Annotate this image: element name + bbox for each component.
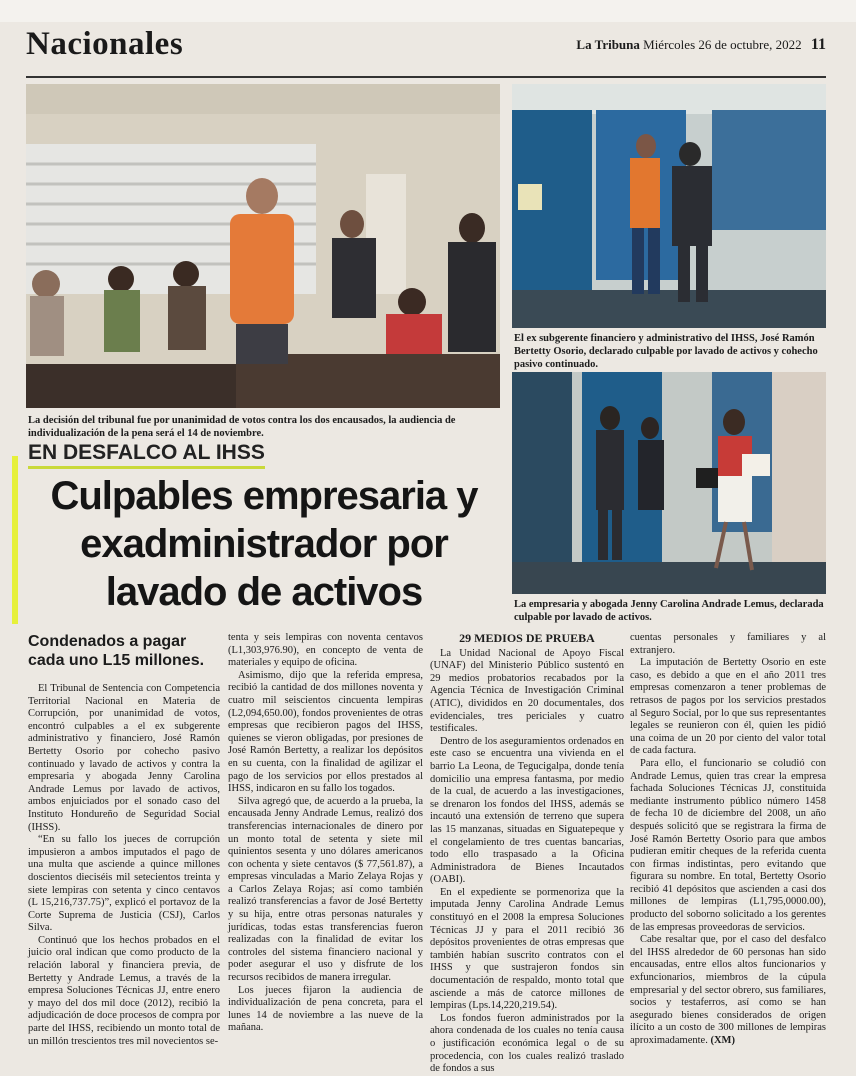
- paragraph-text: Cabe resaltar que, por el caso del desfalco del IHSS alrededor de 60 personas han sido encausadas, entre ellos altos funcionarios y exfuncionarios, miembros de la cúpula empresarial y del sector obrero, sus familiares, socios y testaferros, así como se han asegurado bienes considerados de origen ilícito a un costo de 300 millones de lempiras aproximadamente.: [630, 934, 826, 1046]
- article-column-4: [630, 632, 826, 1048]
- paragraph: La imputación de Bertetty Osorio en este caso, es debido a que en el año 2011 tres empresas comenzaron a tener problemas de retrasos de pagos por los servicios prestados al Seguro Social, por lo que sus representantes legales se reunieron con él, quien les pidió una coima de un 20 por ciento del valor total de cada factura.: [630, 657, 826, 757]
- paragraph: Los jueces fijaron la audiencia de individualización de pena concreta, para el lunes 14 de noviembre a las nueve de la mañana.: [228, 984, 423, 1034]
- caption-andrade: La empresaria y abogada Jenny Carolina Andrade Lemus, declarada culpable por lavado de activos.: [514, 599, 824, 623]
- paragraph: “En su fallo los jueces de corrupción impusieron a ambos imputados el pago de una multa que asciende a quince millones doscientos dieciséis mil setecientos treinta y siete lempiras con setenta y cinco centavos (L 15,216,737.75)”, explicó el portavoz de la Corte Suprema de Justicia (CSJ), Carlos Silva.: [28, 834, 220, 934]
- issue-date: Miércoles 26 de octubre, 2022: [643, 37, 802, 52]
- paragraph: Para ello, el funcionario se coludió con Andrade Lemus, quien tras crear la empresa fachada Soluciones Técnicas JJ, constituida mediante instrumento público número 1458 de fecha 10 de diciembre del 2008, un año después solicitó que se registrara la firma de José Ramón Bertetty Osorio para que ambos pudieran emitir cheques de la referida cuenta con firmas indistintas, pero evitando que figurara su nombre. En total, Bertetty Osorio recibió 41 depósitos que ascienden a casi dos millones de lempiras (L1,795,0000.00), producto del soborno solicitado a los gerentes de las empresas proveedoras de servicios.: [630, 757, 826, 933]
- caption-courtroom: La decisión del tribunal fue por unanimidad de votos contra los dos encausados, la audiencia de individualización de la pena será el 14 de noviembre.: [28, 415, 456, 439]
- previous-page-strip: [0, 0, 856, 22]
- courtroom-photo: [26, 84, 500, 408]
- page-number: 11: [810, 36, 826, 53]
- article-column-3: [430, 632, 624, 1076]
- paragraph: Continuó que los hechos probados en el juicio oral indican que como producto de la relación laboral y financiera previa, de Bertetty y Andrade Lemus, a través de la empresa Soluciones Técnicas JJ, entre enero y mayo del dos mil doce (2012), recibió la adjudicación de doce procesos de compra por parte del IHSS, recibiendo un monto total de un millón trescientos tres mil novecientos se-: [28, 934, 220, 1047]
- newspaper-name: La Tribuna: [576, 37, 640, 52]
- paragraph: tenta y seis lempiras con noventa centavos (L1,303,976.90), en concepto de venta de materiales y equipo de oficina.: [228, 632, 423, 669]
- article-subhead: Condenados a pagar cada uno L15 millones.: [28, 633, 205, 669]
- paragraph: La Unidad Nacional de Apoyo Fiscal (UNAF) del Ministerio Público sustentó en 29 medios probatorios recabados por la Agencia Técnica de Investigación Criminal (ATIC), divididos en 20 documentales, dos evidenciales, tres periciales y cuatro testificales.: [430, 647, 624, 735]
- header-rule: [26, 76, 826, 78]
- paragraph: Los fondos fueron administrados por la ahora condenada de los cuales no tenía causa o justificación económica legal o de su procedencia, con los cuales realizó traslado de fondos a sus: [430, 1012, 624, 1075]
- article-headline: Culpables empresaria y exadministrador por lavado de activos: [50, 474, 478, 614]
- paragraph: Asimismo, dijo que la referida empresa, recibió la cantidad de dos millones noventa y cuatro mil seiscientos cincuenta lempiras (L2,094,650.00), fondos provenientes de otras empresas que recibieron pagos del IHSS, quienes se vieron obligadas, por presiones de José Ramón Bertetty, a realizar los depósitos en su cuenta, con la finalidad de agilizar el pago de los servicios por ellos prestados al IHSS, indicaron en su fallo los togados.: [228, 669, 423, 795]
- paragraph: Dentro de los aseguramientos ordenados en este caso se encuentra una vivienda en el barrio La Leona, de Tegucigalpa, donde tenía domicilio una empresa fantasma, por medio de la cual, de acuerdo a las investigaciones, se drenaron los fondos del IHSS, además se incautó una extensión de terreno que supera las 15 manzanas, situadas en Siguatepeque y el congelamiento de tres cuentas bancarias, todo ello traspasado a la Oficina Administradora de Bienes Incautados (OABI).: [430, 735, 624, 886]
- section-title: Nacionales: [26, 26, 184, 62]
- paragraph: El Tribunal de Sentencia con Competencia Territorial Nacional en Materia de Corrupción, por unanimidad de votos, encontró culpables a el ex subgerente administrativo y financiero, José Ramón Bertetty Osorio por cohecho pasivo continuado y lavado de activos y contra la empresaria y abogada Jenny Carolina Andrade Lemus por lavado de activos, ambos enjuiciados por el sonado caso del Instituto Hondureño de Seguridad Social (IHSS).: [28, 683, 220, 833]
- page-header-info: [576, 36, 826, 54]
- caption-bertetty: El ex subgerente financiero y administrativo del IHSS, José Ramón Bertetty Osorio, declarado culpable por lavado de activos y cohecho pasivo continuado.: [514, 333, 818, 370]
- column-subheading: 29 MEDIOS DE PRUEBA: [459, 631, 595, 645]
- andrade-photo: [512, 372, 826, 594]
- paragraph: En el expediente se pormenoriza que la imputada Jenny Carolina Andrade Lemus constituyó en el 2008 la empresa Soluciones Técnicas JJ y para el 2011 recibió 36 depósitos provenientes de otras empresas que también habían suscrito contratos con el IHSS y que sustrajeron fondos sin documentación de respaldo, monto total que asciende a más de catorce millones de lempiras (Lps.14,220,219.54).: [430, 886, 624, 1012]
- paragraph: Silva agregó que, de acuerdo a la prueba, la encausada Jenny Andrade Lemus, realizó dos transferencias internacionales de dinero por un monto total de setenta y siete mil quinientos sesenta y uno dólares americanos con ochenta y siete centavos ($ 77,561.87), a empresas vinculadas a Mario Zelaya Rojas y a Carlos Zelaya Rojas; así como también realizó transferencias a favor de José Bertetty y su hija, entre otras personas naturales y jurídicas, todas estas transferencias fueron realizadas con la finalidad de evitar los controles del sistema financiero nacional y poder asegurar el uso y disfrute de los recursos recibidos de manera irregular.: [228, 795, 423, 984]
- article-column-1: [28, 683, 220, 1048]
- highlighter-mark: [12, 456, 18, 624]
- paragraph: cuentas personales y familiares y al extranjero.: [630, 632, 826, 656]
- paragraph: [630, 934, 826, 1047]
- article-kicker: EN DESFALCO AL IHSS: [28, 441, 265, 469]
- bertetty-photo: [512, 84, 826, 328]
- author-signature: (XM): [710, 1035, 735, 1046]
- article-column-2: [228, 632, 423, 1035]
